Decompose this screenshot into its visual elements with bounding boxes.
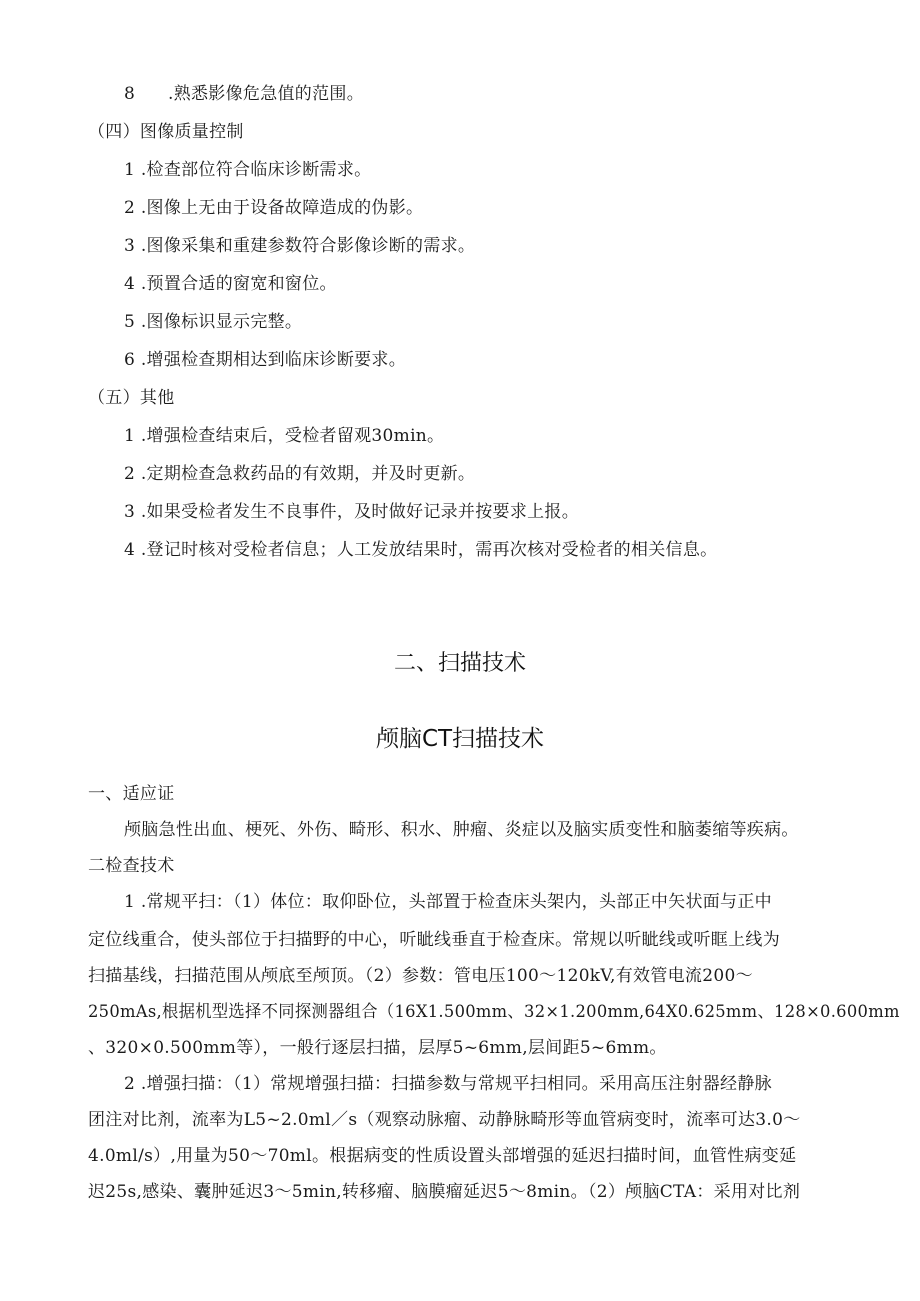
paragraph-line: 、320×0.500mm等），一般行逐层扫描，层厚5~6mm,层间距5~6mm。 — [88, 1038, 667, 1058]
paragraph-line: 扫描基线，扫描范围从颅底至颅顶。（2）参数：管电压100～120kV,有效管电流200～ — [88, 966, 753, 986]
list-item: 5 .图像标识显示完整。 — [124, 312, 303, 332]
list-item: 2 .图像上无由于设备故障造成的伪影。 — [124, 198, 424, 218]
section-heading: 二检查技术 — [88, 856, 175, 876]
paragraph-text: 颅脑急性出血、梗死、外伤、畸形、积水、肿瘤、炎症以及脑实质变性和脑萎缩等疾病。 — [124, 820, 799, 840]
list-item: 4 .登记时核对受检者信息；人工发放结果时，需再次核对受检者的相关信息。 — [124, 540, 718, 560]
list-item: 3 .如果受检者发生不良事件，及时做好记录并按要求上报。 — [124, 502, 580, 522]
list-item: 3 .图像采集和重建参数符合影像诊断的需求。 — [124, 236, 476, 256]
paragraph-line: 定位线重合，使头部位于扫描野的中心，听眦线垂直于检查床。常规以听眦线或听眶上线为 — [88, 930, 780, 950]
list-item-number: 8 — [124, 84, 136, 104]
paragraph-line: 迟25s,感染、囊肿延迟3～5min,转移瘤、脑膜瘤延迟5～8min。（2）颅脑CTA：采用对比剂 — [88, 1182, 801, 1202]
paragraph-line: 1 .常规平扫：（1）体位：取仰卧位，头部置于检查床头架内，头部正中矢状面与正中 — [124, 892, 772, 912]
paragraph-line: 2 .增强扫描：（1）常规增强扫描：扫描参数与常规平扫相同。采用高压注射器经静脉 — [124, 1074, 772, 1094]
list-item: 4 .预置合适的窗宽和窗位。 — [124, 274, 337, 294]
list-item: 2 .定期检查急救药品的有效期，并及时更新。 — [124, 464, 476, 484]
section-heading: 一、适应证 — [88, 784, 175, 804]
list-item-text: .熟悉影像危急值的范围。 — [168, 84, 365, 104]
list-item: 6 .增强检查期相达到临床诊断要求。 — [124, 350, 407, 370]
section-heading: （五）其他 — [88, 388, 175, 408]
paragraph-line: 250mAs,根据机型选择不同探测器组合（16X1.500mm、32×1.200mm,64X0.625mm、128×0.600mm — [88, 1002, 900, 1022]
paragraph-line: 4.0ml/s）,用量为50～70ml。根据病变的性质设置头部增强的延迟扫描时间，血管性病变延 — [88, 1146, 797, 1166]
article-title: 颅脑CT扫描技术 — [375, 726, 545, 752]
paragraph-line: 团注对比剂，流率为L5~2.0ml／s（观察动脉瘤、动静脉畸形等血管病变时，流率可达3.0～ — [88, 1110, 801, 1130]
section-heading: （四）图像质量控制 — [88, 122, 244, 142]
list-item: 1 .检查部位符合临床诊断需求。 — [124, 160, 372, 180]
list-item: 1 .增强检查结束后，受检者留观30min。 — [124, 426, 445, 446]
chapter-title: 二、扫描技术 — [393, 651, 526, 676]
